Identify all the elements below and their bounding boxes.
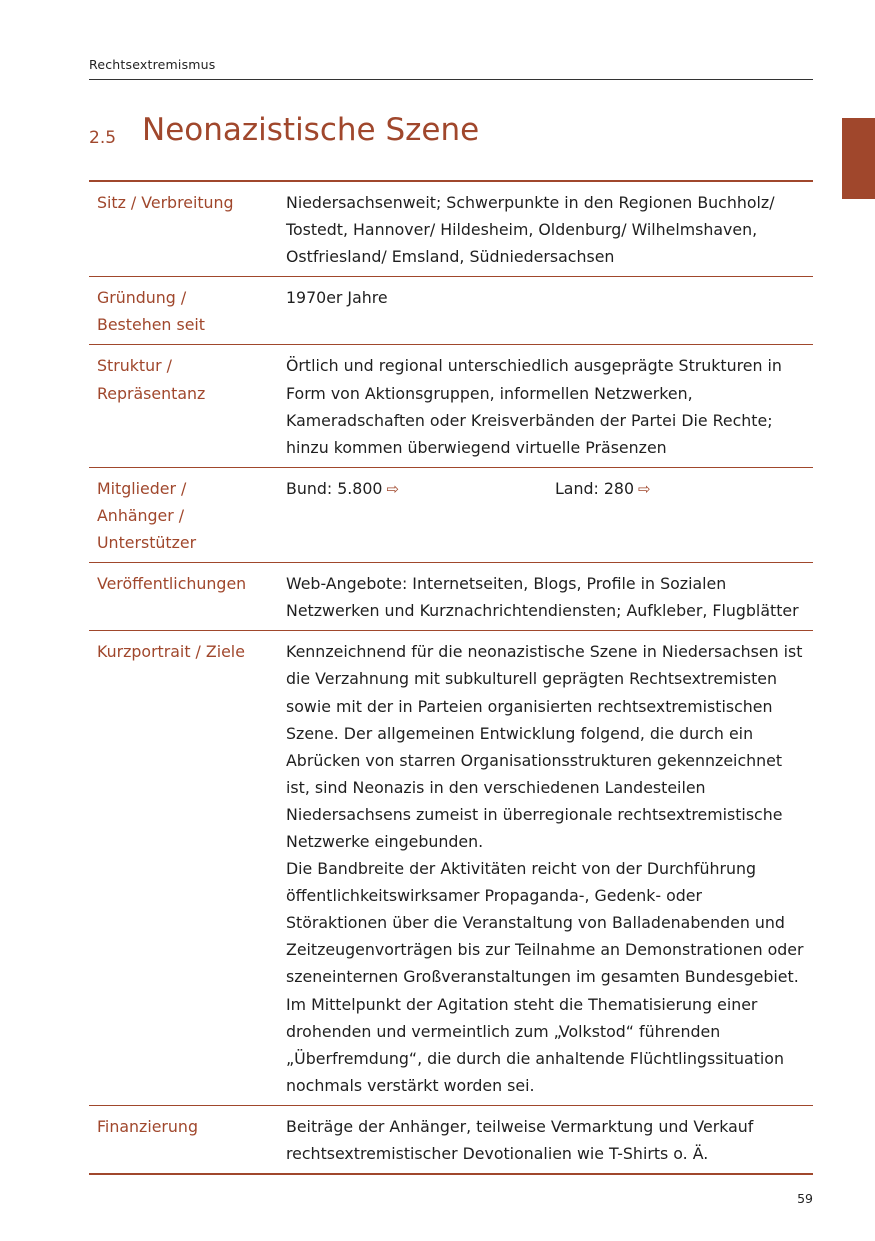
header-rule <box>89 79 813 80</box>
row-label <box>89 467 285 562</box>
row-label-text: Struktur / Repräsentanz <box>97 356 206 403</box>
trend-arrow-icon: ⇨ <box>386 479 400 498</box>
row-value: 1970er Jahre <box>285 277 813 345</box>
row-kurzportrait <box>89 631 813 1106</box>
row-value <box>285 467 813 562</box>
row-label-text: Gründung / Bestehen seit <box>97 288 205 335</box>
row-value: Web-Angebote: Internetseiten, Blogs, Profile in Sozialen Netzwerken und Kurznachrichtendiensten; Aufkleber, Flugblätter <box>285 563 813 631</box>
row-value: Beiträge der Anhänger, teilweise Vermarktung und Verkauf rechtsextremistischer Devotionalien wie T-Shirts o. Ä. <box>285 1105 813 1174</box>
running-head: Rechtsextremismus <box>89 57 216 72</box>
portrait-paragraph: Im Mittelpunkt der Agitation steht die Thematisierung einer drohenden und vermeintlich zum „Volkstod“ führenden „Überfremdung“, die durch die anhaltende Flüchtlingssituation nochmals verstärkt worden sei. <box>286 994 784 1095</box>
row-value <box>285 631 813 1106</box>
member-count-land <box>555 475 651 503</box>
row-label: Veröffentlichungen <box>89 563 285 631</box>
section-number: 2.5 <box>89 128 117 148</box>
row-label-text: Mitglieder / Anhänger / Unterstützer <box>97 478 197 553</box>
land-count: Land: 280 <box>555 478 635 498</box>
row-label <box>89 345 285 467</box>
row-gruendung <box>89 277 813 345</box>
row-sitz <box>89 181 813 277</box>
chapter-tab-marker <box>842 118 875 199</box>
row-finanzierung <box>89 1105 813 1174</box>
row-value: Örtlich und regional unterschiedlich ausgeprägte Strukturen in Form von Aktionsgruppen, informellen Netzwerken, Kameradschaften oder Kreisverbänden der Partei Die Rechte; hinzu kommen überwiegend virtuelle Präsenzen <box>285 345 813 467</box>
member-count-bund <box>286 475 555 503</box>
row-veroeffentlichungen <box>89 563 813 631</box>
row-value: Niedersachsenweit; Schwerpunkte in den Regionen Buchholz/ Tostedt, Hannover/ Hildesheim, Oldenburg/ Wilhelmshaven, Ostfriesland/ Emsland, Südniedersachsen <box>286 193 775 267</box>
portrait-paragraph: Die Bandbreite der Aktivitäten reicht von der Durchführung öffentlichkeitswirksamer Propaganda-, Gedenk- oder Störaktionen über die Veranstaltung von Balladenabenden und Zeitzeugenvorträgen bis zur Teilnahme an Demonstrationen oder szeneinternen Großveranstaltungen im gesamten Bundesgebiet. <box>286 859 804 987</box>
trend-arrow-icon: ⇨ <box>638 479 651 498</box>
row-struktur <box>89 345 813 467</box>
portrait-paragraph: Kennzeichnend für die neonazistische Szene in Niedersachsen ist die Verzahnung mit subkulturell geprägten Rechtsextremisten sowie mit der in Parteien organisierten rechtsextremistischen Szene. Der allgemeinen Entwicklung folgend, die durch ein Abrücken von starren Organisationsstrukturen gekennzeichnet ist, sind Neonazis in den verschiedenen Landesteilen Niedersachsens zumeist in überregionale rechtsextremistische Netzwerke eingebunden. <box>286 642 803 851</box>
row-label: Finanzierung <box>89 1105 285 1174</box>
row-label: Sitz / Verbreitung <box>97 193 234 212</box>
bund-count: Bund: 5.800 <box>286 478 383 498</box>
row-label <box>89 277 285 345</box>
section-title: Neonazistische Szene <box>142 112 480 148</box>
row-label: Kurzportrait / Ziele <box>89 631 285 1106</box>
profile-table <box>89 180 813 1175</box>
row-mitglieder <box>89 467 813 562</box>
page-number: 59 <box>797 1191 813 1206</box>
